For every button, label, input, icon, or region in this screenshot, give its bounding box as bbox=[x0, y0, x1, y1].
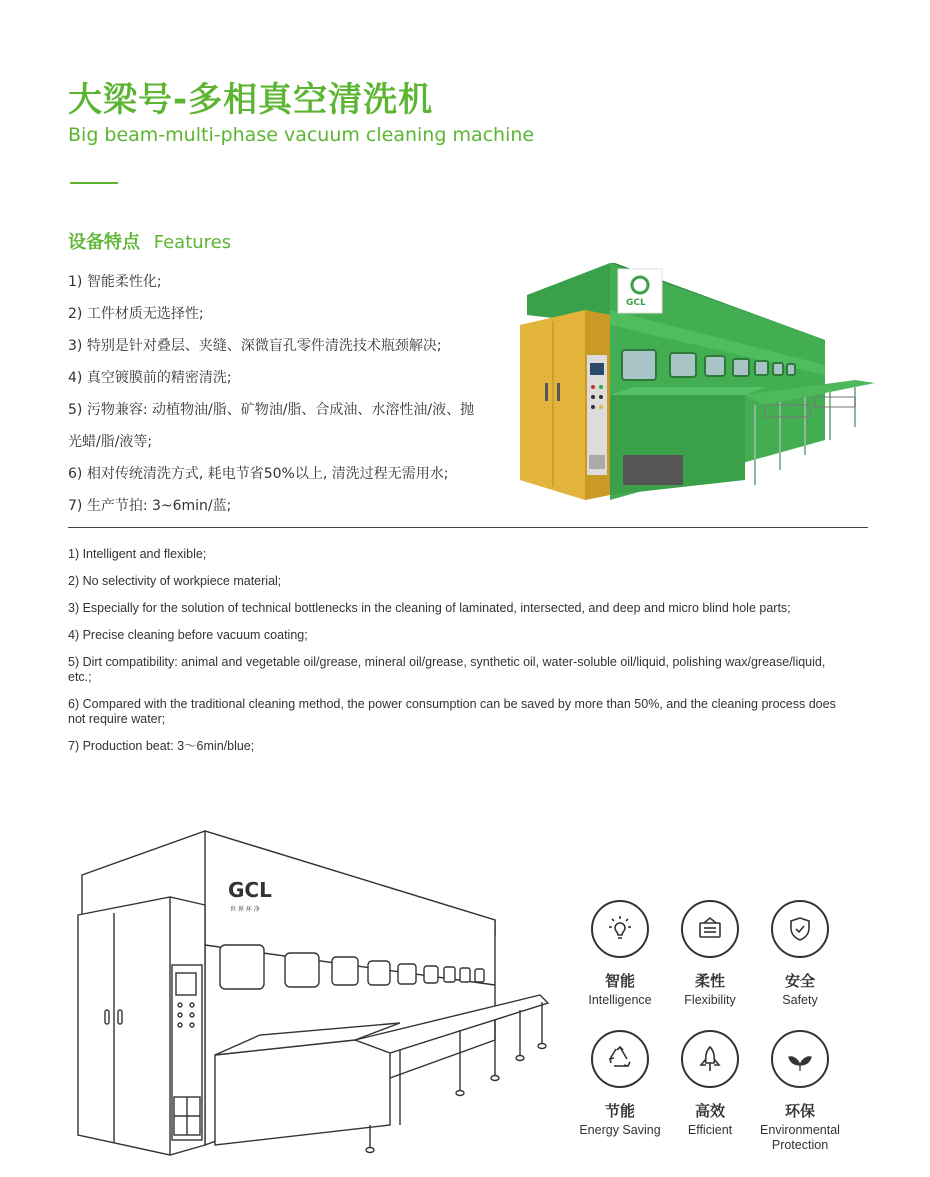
section-divider bbox=[68, 527, 868, 528]
icon-cell-environmental bbox=[750, 1030, 850, 1153]
icon-label-cn: 节能 bbox=[604, 1102, 635, 1120]
rocket-icon bbox=[681, 1030, 739, 1088]
machine-icon bbox=[681, 900, 739, 958]
icon-cell-energy-saving bbox=[570, 1030, 670, 1138]
features-heading-en: Features bbox=[153, 232, 232, 253]
icon-cell-intelligence bbox=[570, 900, 670, 1008]
feature-item-cn: 3) 特别是针对叠层、夹缝、深微盲孔零件清洗技术瓶颈解决; bbox=[68, 338, 442, 354]
feature-item-en: 3) Especially for the solution of technical bottlenecks in the cleaning of laminated, intersected, and deep and micro blind hole parts; bbox=[68, 601, 791, 615]
machine-line-drawing bbox=[70, 825, 560, 1170]
shield-check-icon bbox=[771, 900, 829, 958]
feature-item-en: 7) Production beat: 3～6min/blue; bbox=[68, 739, 255, 753]
icon-label-en: Efficient bbox=[687, 1123, 733, 1137]
features-list-en bbox=[68, 547, 848, 766]
machine-photo bbox=[515, 255, 880, 510]
icon-cell-flexibility bbox=[660, 900, 760, 1008]
feature-item-cn: 光蜡/脂/液等; bbox=[68, 434, 153, 450]
feature-item-cn: 5) 污物兼容: 动植物油/脂、矿物油/脂、合成油、水溶性油/液、抛 bbox=[68, 402, 475, 418]
icon-cell-safety bbox=[750, 900, 850, 1008]
feature-item-cn: 6) 相对传统清洗方式, 耗电节省50%以上, 清洗过程无需用水; bbox=[68, 466, 449, 482]
title-underline bbox=[70, 182, 118, 184]
svg-text:GCL: GCL bbox=[626, 298, 646, 308]
icon-label-cn: 安全 bbox=[784, 972, 815, 990]
svg-text:GCL: GCL bbox=[228, 878, 272, 902]
lightbulb-icon bbox=[591, 900, 649, 958]
features-list-cn bbox=[68, 266, 508, 522]
leaf-sprout-icon bbox=[771, 1030, 829, 1088]
page-title: 大梁号-多相真空清洗机 bbox=[68, 80, 434, 120]
icon-label-en: Energy Saving bbox=[579, 1123, 661, 1137]
icon-label-cn: 柔性 bbox=[694, 972, 725, 990]
feature-item-en: 1) Intelligent and flexible; bbox=[68, 547, 207, 561]
feature-item-cn: 4) 真空镀膜前的精密清洗; bbox=[68, 370, 232, 386]
recycle-icon bbox=[591, 1030, 649, 1088]
feature-item-cn: 1) 智能柔性化; bbox=[68, 274, 162, 290]
svg-text:世 界 环 净: 世 界 环 净 bbox=[230, 906, 260, 913]
icon-label-cn: 智能 bbox=[604, 972, 635, 990]
feature-item-en: 2) No selectivity of workpiece material; bbox=[68, 574, 282, 588]
feature-item-cn: 7) 生产节拍: 3~6min/蓝; bbox=[68, 498, 232, 514]
feature-icons-grid bbox=[570, 900, 860, 1160]
feature-item-en: 5) Dirt compatibility: animal and vegetable oil/grease, mineral oil/grease, synthetic oil, water-soluble oil/liquid, polishing wax/grease/liquid, etc.; bbox=[68, 655, 826, 684]
icon-label-cn: 环保 bbox=[784, 1102, 815, 1120]
features-heading-cn: 设备特点 bbox=[68, 232, 140, 253]
page-subtitle: Big beam-multi-phase vacuum cleaning machine bbox=[68, 124, 535, 146]
feature-item-cn: 2) 工件材质无选择性; bbox=[68, 306, 204, 322]
feature-item-en: 6) Compared with the traditional cleaning method, the power consumption can be saved by more than 50%, and the cleaning process does not require water; bbox=[68, 697, 836, 726]
features-heading bbox=[68, 228, 231, 254]
feature-item-en: 4) Precise cleaning before vacuum coating; bbox=[68, 628, 308, 642]
icon-cell-efficient bbox=[660, 1030, 760, 1138]
icon-label-cn: 高效 bbox=[694, 1102, 725, 1120]
icon-label-en: Environmental Protection bbox=[760, 1123, 840, 1152]
icon-label-en: Safety bbox=[782, 993, 818, 1007]
icon-label-en: Intelligence bbox=[588, 993, 652, 1007]
icon-label-en: Flexibility bbox=[684, 993, 736, 1007]
